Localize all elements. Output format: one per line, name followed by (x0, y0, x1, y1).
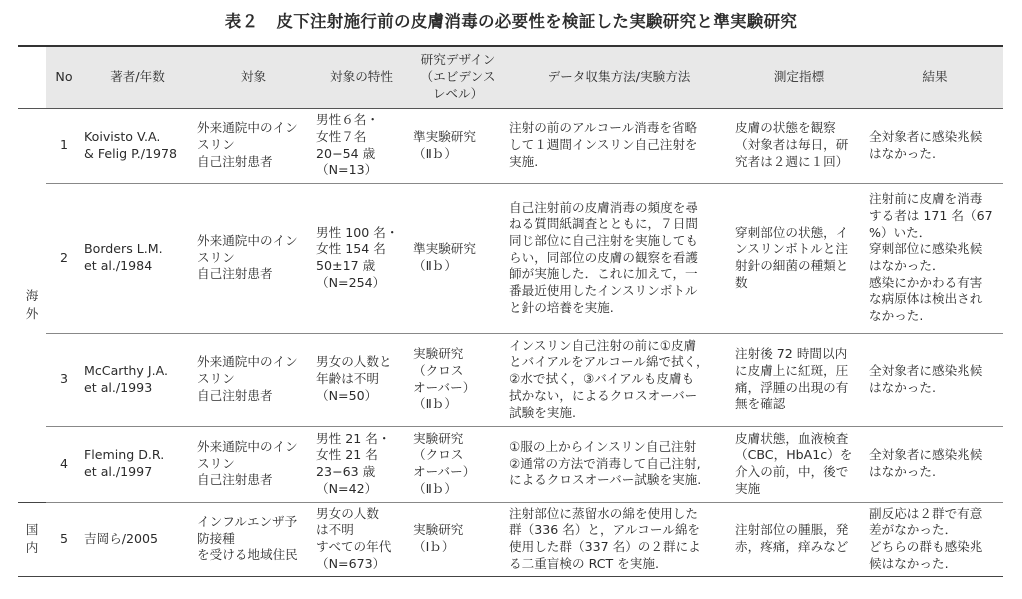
cell-characteristics: 男性 100 名・ 女性 154 名 50±17 歳 （N=254） (312, 183, 409, 333)
cell-design: 準実験研究 （Ⅱｂ） (409, 183, 505, 333)
cell-subject: 外来通院中のイン スリン 自己注射患者 (193, 333, 312, 426)
cell-characteristics: 男性６名・ 女性７名 20−54 歳 （N=13） (312, 108, 409, 183)
cell-design: 実験研究 （クロス オーバー） （Ⅱｂ） (409, 333, 505, 426)
header-row (18, 46, 1003, 108)
table-row (18, 183, 1003, 333)
cell-no: 5 (46, 502, 80, 576)
cell-method: インスリン自己注射の前に①皮膚 とバイアルをアルコール綿で拭く， ②水で拭く，③バイアルも皮膚も 拭かない，によるクロスオーバー 試験を実施. (505, 333, 731, 426)
cell-design: 準実験研究 （Ⅱｂ） (409, 108, 505, 183)
cell-no: 4 (46, 426, 80, 502)
cell-author: McCarthy J.A. et al./1993 (80, 333, 193, 426)
cell-no: 2 (46, 183, 80, 333)
table-row (18, 502, 1003, 576)
evidence-table (18, 45, 1003, 577)
cell-author: Koivisto V.A. & Felig P./1978 (80, 108, 193, 183)
cell-characteristics: 男女の人数 は不明 すべての年代 （N=673） (312, 502, 409, 576)
header-method: データ収集方法/実験方法 (505, 46, 731, 108)
cell-subject: 外来通院中のイン スリン 自己注射患者 (193, 183, 312, 333)
cell-method: 注射部位に蒸留水の綿を使用した 群（336 名）と，アルコール綿を 使用した群（337 名）の２群によ る二重盲検の RCT を実施. (505, 502, 731, 576)
group-label-domestic: 国 内 (18, 502, 46, 576)
cell-measures: 皮膚状態，血液検査 （CBC，HbA1c）を 介入の前，中，後で 実施 (731, 426, 865, 502)
cell-subject: インフルエンザ予 防接種 を受ける地域住民 (193, 502, 312, 576)
cell-design: 実験研究 （クロス オーバー） （Ⅱｂ） (409, 426, 505, 502)
group-label-overseas: 海 外 (18, 108, 46, 502)
cell-results: 副反応は２群で有意 差がなかった． どちらの群も感染兆 候はなかった. (865, 502, 1003, 576)
cell-design: 実験研究 （Ⅰｂ） (409, 502, 505, 576)
header-subject: 対象 (193, 46, 312, 108)
header-author: 著者/年数 (80, 46, 193, 108)
cell-measures: 穿刺部位の状態，イ ンスリンボトルと注 射針の細菌の種類と 数 (731, 183, 865, 333)
cell-characteristics: 男女の人数と 年齢は不明 （N=50） (312, 333, 409, 426)
cell-subject: 外来通院中のイン スリン 自己注射患者 (193, 426, 312, 502)
header-group (18, 46, 46, 108)
cell-measures: 皮膚の状態を観察 （対象者は毎日，研 究者は２週に１回） (731, 108, 865, 183)
table-row (18, 426, 1003, 502)
table-row (18, 108, 1003, 183)
cell-no: 1 (46, 108, 80, 183)
table-row (18, 333, 1003, 426)
cell-subject: 外来通院中のイン スリン 自己注射患者 (193, 108, 312, 183)
header-results: 結果 (865, 46, 1003, 108)
cell-no: 3 (46, 333, 80, 426)
table-title (0, 8, 1022, 32)
header-design: 研究デザイン （エビデンス レベル） (409, 46, 505, 108)
cell-results: 注射前に皮膚を消毒 する者は 171 名（67 %）いた． 穿刺部位に感染兆候 はなかった． 感染にかかわる有害 な病原体は検出され なかった. (865, 183, 1003, 333)
cell-measures: 注射後 72 時間以内 に皮膚上に紅斑，圧 痛，浮腫の出現の有 無を確認 (731, 333, 865, 426)
cell-author: Fleming D.R. et al./1997 (80, 426, 193, 502)
cell-author: 吉岡ら/2005 (80, 502, 193, 576)
cell-author: Borders L.M. et al./1984 (80, 183, 193, 333)
cell-results: 全対象者に感染兆候 はなかった. (865, 333, 1003, 426)
table-caption: 皮下注射施行前の皮膚消毒の必要性を検証した実験研究と準実験研究 (276, 12, 798, 31)
cell-method: ①服の上からインスリン自己注射 ②通常の方法で消毒して自己注射, によるクロスオーバー試験を実施. (505, 426, 731, 502)
cell-results: 全対象者に感染兆候 はなかった. (865, 108, 1003, 183)
cell-characteristics: 男性 21 名・ 女性 21 名 23−63 歳 （N=42） (312, 426, 409, 502)
cell-measures: 注射部位の腫脹，発 赤，疼痛，痒みなど (731, 502, 865, 576)
cell-results: 全対象者に感染兆候 はなかった. (865, 426, 1003, 502)
header-measures: 測定指標 (731, 46, 865, 108)
table-number: 表２ (224, 12, 259, 31)
cell-method: 注射の前のアルコール消毒を省略 して１週間インスリン自己注射を 実施. (505, 108, 731, 183)
header-no: No (46, 46, 80, 108)
cell-method: 自己注射前の皮膚消毒の頻度を尋 ねる質問紙調査とともに，７日間 同じ部位に自己注射を実施しても らい，同部位の皮膚の観察を看護 師が実施した．これに加えて，一 番最近使用したインスリンボトル と針の培養を実施. (505, 183, 731, 333)
header-characteristics: 対象の特性 (312, 46, 409, 108)
